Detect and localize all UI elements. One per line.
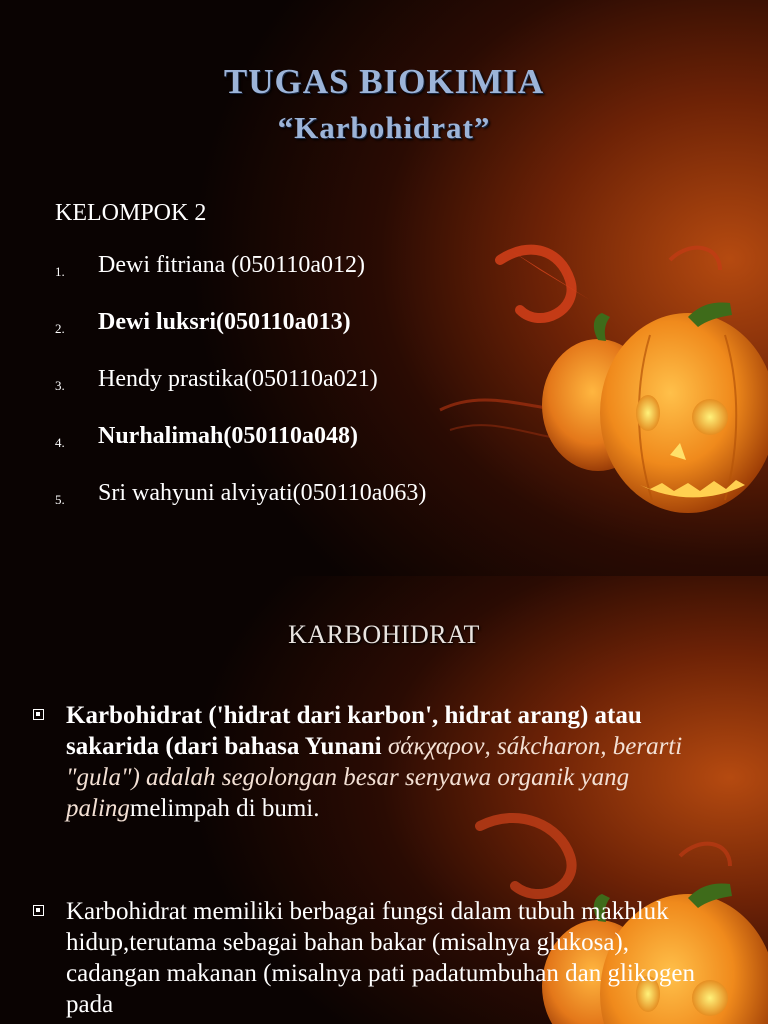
slide-2 — [0, 576, 768, 1024]
bullet-text: Karbohidrat memiliki berbagai fungsi dalam tubuh makhluk hidup,terutama sebagai bahan bakar (misalnya glukosa), cadangan makanan (misalnya pati padatumbuhan dan glikogen pada — [66, 898, 695, 1018]
presentation-title: TUGAS BIOKIMIA — [223, 62, 545, 101]
bullet-end: . — [313, 795, 320, 822]
slide-title: KARBOHIDRAT — [288, 620, 480, 649]
presentation-subtitle: “Karbohidrat” — [277, 110, 491, 145]
bullet-tail-text: melimpah di bumi — [129, 795, 314, 822]
bullet-bold-text: Karbohidrat ('hidrat dari karbon', hidrat arang) atau sakarida (dari bahasa Yunani — [66, 702, 642, 760]
member-name: Dewi luksri(050110a013) — [98, 309, 351, 335]
list-number: 3. — [55, 378, 65, 393]
bullet-paragraph-2 — [66, 896, 716, 1020]
member-name: Nurhalimah(050110a048) — [98, 423, 359, 449]
square-bullet-icon — [33, 905, 44, 916]
list-number: 2. — [55, 321, 65, 336]
list-number: 1. — [55, 264, 65, 279]
bullet-paragraph-1 — [66, 700, 716, 824]
pumpkin-illustration — [540, 295, 768, 525]
member-name: Hendy prastika(050110a021) — [98, 366, 378, 392]
member-name: Dewi fitriana (050110a012) — [98, 252, 366, 278]
list-number: 4. — [55, 435, 65, 450]
bullet-italic-text: σάκχαρον, sákcharon, berarti "gula") adalah segolongan besar senyawa organik yang paling — [66, 733, 683, 822]
group-label: KELOMPOK 2 — [55, 200, 207, 226]
list-number: 5. — [55, 492, 65, 507]
member-name: Sri wahyuni alviyati(050110a063) — [98, 480, 427, 506]
square-bullet-icon — [33, 709, 44, 720]
